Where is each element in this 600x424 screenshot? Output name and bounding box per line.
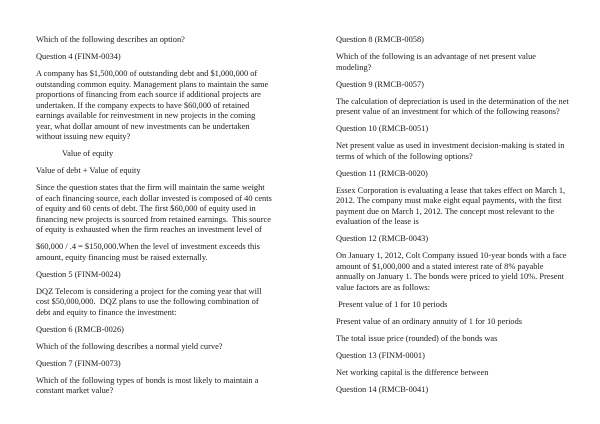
text-line: debt and equity to finance the investment: [36, 307, 177, 317]
q12-header [336, 234, 598, 245]
q13-header [336, 351, 598, 362]
q10-header [336, 124, 598, 135]
q-option [36, 35, 298, 46]
q4-explanation [36, 183, 298, 236]
text-line: outstanding common equity. Management plans to maintain the same [36, 79, 269, 89]
text-line: Value of equity [62, 149, 114, 158]
text-line: Question 5 (FINM-0024) [36, 269, 121, 279]
q6-body [36, 342, 298, 353]
right-column [336, 35, 598, 402]
pv-factor-1 [336, 300, 598, 311]
text-line: Which of the following is an advantage of net present value [336, 52, 537, 61]
text-line: Question 8 (RMCB-0058) [336, 35, 424, 44]
text-line: modeling? [336, 62, 372, 72]
text-line: A company has $1,500,000 of outstanding debt and $1,000,000 of [36, 69, 258, 78]
text-line: without issuing new equity? [36, 132, 131, 141]
text-line: annually on January 1. The bonds were priced to yield 10%. Present [336, 272, 565, 281]
text-line: of each financing source, each dollar invested is composed of 40 cents [36, 193, 272, 203]
text-line: evaluation of the lease is [336, 217, 419, 226]
text-line: $60,000 / .4 = $150,000.When the level of investment exceeds this [36, 242, 260, 251]
text-line: 2012. The company must make eight equal payments, with the first [336, 196, 562, 205]
text-line: Which of the following types of bonds is most likely to maintain a [36, 375, 259, 385]
text-line: Which of the following describes a normal yield curve? [36, 341, 223, 351]
pv-factor-2 [336, 317, 598, 328]
text-line: DQZ Telecom is considering a project for the coming year that will [36, 286, 262, 296]
text-line: Question 7 (FINM-0073) [36, 358, 121, 368]
text-line: Question 14 (RMCB-0041) [336, 384, 429, 394]
q12-body [336, 251, 598, 293]
formula-numerator [36, 149, 298, 160]
q13-body [336, 368, 598, 379]
q9-body [336, 97, 598, 118]
text-line: of equity and 60 cents of debt. The first $60,000 of equity used in [36, 204, 256, 213]
q12-question [336, 334, 598, 345]
q11-header [336, 169, 598, 180]
text-line: terms of which of the following options? [336, 151, 473, 161]
text-line: year, what dollar amount of new investments can be undertaken [36, 121, 250, 131]
left-column [36, 35, 298, 403]
text-line: Question 12 (RMCB-0043) [336, 234, 429, 243]
text-line: cost $50,000,000. DQZ plans to use the following combination of [36, 297, 259, 306]
text-line: constant market value? [36, 386, 114, 395]
text-line: value factors are as follows: [336, 282, 430, 292]
q10-body [336, 141, 598, 162]
text-line: Question 10 (RMCB-0051) [336, 124, 429, 133]
q14-header [336, 385, 598, 396]
text-line: Essex Corporation is evaluating a lease that takes effect on March 1, [336, 185, 566, 195]
text-line: Question 13 (FINM-0001) [336, 350, 425, 360]
formula-denominator [36, 166, 298, 177]
q11-body [336, 186, 598, 228]
text-line: Question 4 (FINM-0034) [36, 52, 121, 61]
text-line: On January 1, 2012, Colt Company issued 10-year bonds with a face [336, 251, 567, 260]
text-line: undertaken. If the company expects to have $60,000 of retained [36, 100, 250, 110]
text-line: of equity is exhausted when the firm reaches an investment level of [36, 225, 262, 234]
text-line: present value of an investment for which of the following reasons? [336, 107, 560, 116]
text-line: Since the question states that the firm will maintain the same weight [36, 183, 265, 192]
text-line: The calculation of depreciation is used in the determination of the net [336, 96, 569, 106]
text-line: Question 6 (RMCB-0026) [36, 324, 124, 334]
q7-body [36, 376, 298, 397]
text-line: Value of debt + Value of equity [36, 166, 141, 175]
text-line: proportions of financing from each source if additional projects are [36, 90, 261, 99]
text-line: Net working capital is the difference between [336, 367, 489, 377]
q9-header [336, 80, 598, 91]
text-line: Which of the following describes an option? [36, 35, 185, 44]
text-line: amount of $1,000,000 and a stated interest rate of 8% payable [336, 261, 544, 271]
q8-header [336, 35, 598, 46]
text-line: financing new projects is sourced from retained earnings. This source [36, 214, 271, 224]
q8-body [336, 52, 598, 73]
q4-calculation [36, 242, 298, 263]
text-line: The total issue price (rounded) of the bonds was [336, 333, 498, 343]
text-line: amount, equity financing must be raised externally. [36, 252, 208, 262]
text-line: Question 11 (RMCB-0020) [336, 168, 428, 178]
q4-header [36, 52, 298, 63]
q5-header [36, 270, 298, 281]
text-line: payment due on March 1, 2012. The concept most relevant to the [336, 206, 555, 216]
text-line: earnings available for reinvestment in new projects in the coming [36, 111, 256, 120]
q7-header [36, 359, 298, 370]
text-line: Present value of 1 for 10 periods [336, 299, 448, 309]
q5-body [36, 287, 298, 319]
q4-body [36, 69, 298, 143]
q6-header [36, 325, 298, 336]
text-line: Present value of an ordinary annuity of 1 for 10 periods [336, 316, 523, 326]
text-line: Net present value as used in investment decision-making is stated in [336, 141, 565, 150]
text-line: Question 9 (RMCB-0057) [336, 79, 424, 89]
